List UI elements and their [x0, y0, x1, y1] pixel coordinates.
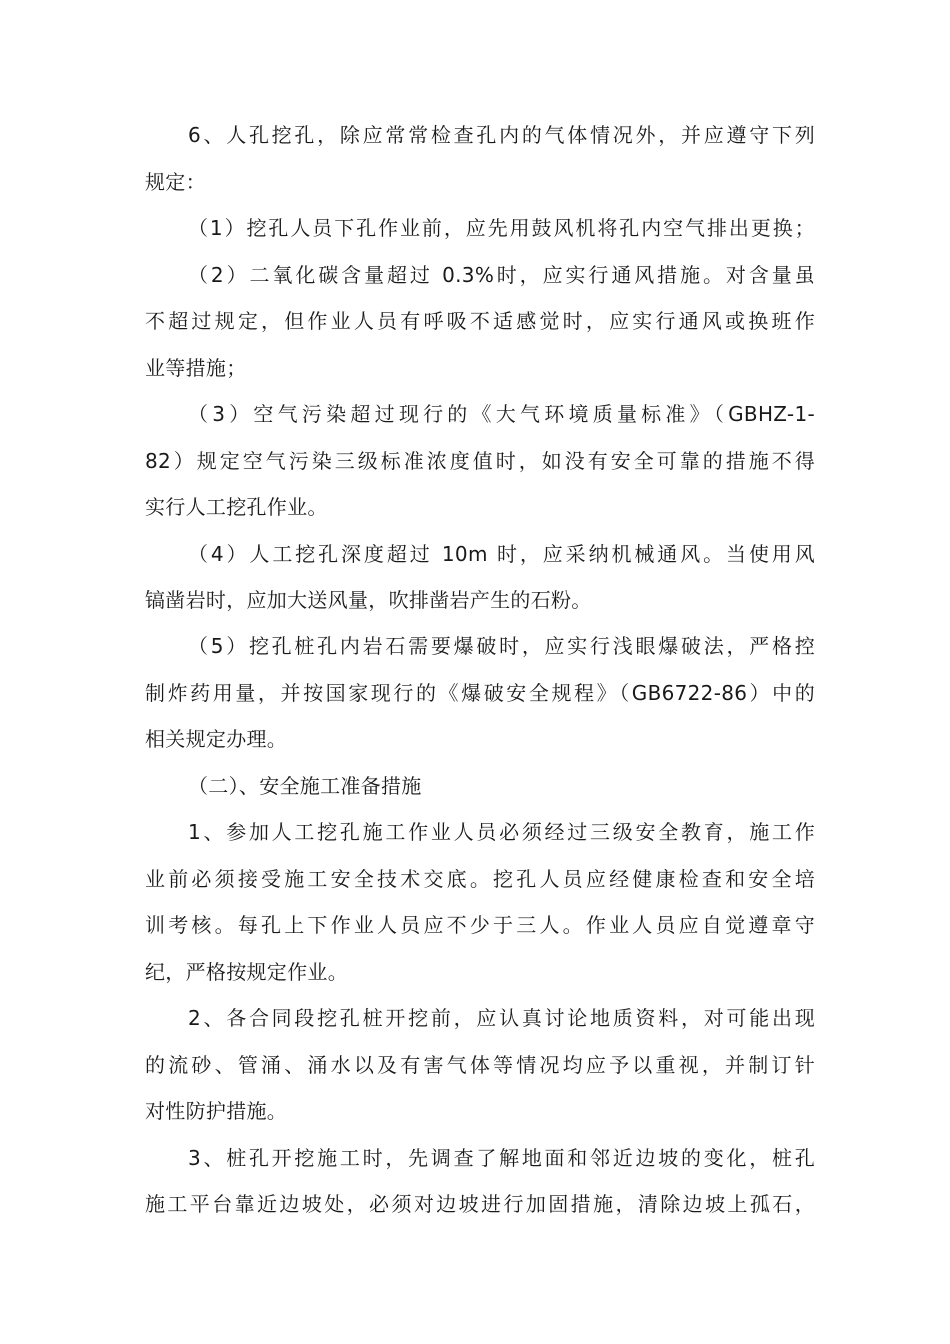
item-5-line-3: 相关规定办理。: [145, 727, 288, 751]
item-2-line-2: 不超过规定，但作业人员有呼吸不适感觉时，应实行通风或换班作: [145, 309, 815, 333]
item-4-line-1: （4）人工挖孔深度超过 10m 时，应采纳机械通风。当使用风: [188, 542, 815, 566]
item-5-line-2: 制炸药用量，并按国家现行的《爆破安全规程》（GB6722-86）中的: [145, 681, 815, 705]
item-3-line-2: 82）规定空气污染三级标准浓度值时，如没有安全可靠的措施不得: [145, 449, 815, 473]
item-3-line-1: （3）空气污染超过现行的《大气环境质量标准》（GBHZ-1-: [188, 402, 815, 426]
item-2-line-3: 业等措施；: [145, 356, 247, 380]
measure-1-line-2: 业前必须接受施工安全技术交底。挖孔人员应经健康检查和安全培: [145, 867, 815, 891]
paragraph-6-line-2: 规定：: [145, 170, 206, 194]
paragraph-6-line-1: 6、人孔挖孔，除应常常检查孔内的气体情况外，并应遵守下列: [188, 123, 815, 147]
section-heading: （二）、安全施工准备措施: [188, 774, 422, 798]
measure-1-line-3: 训考核。每孔上下作业人员应不少于三人。作业人员应自觉遵章守: [145, 913, 815, 937]
item-5-line-1: （5）挖孔桩孔内岩石需要爆破时，应实行浅眼爆破法，严格控: [188, 634, 815, 658]
measure-1-line-4: 纪，严格按规定作业。: [145, 960, 348, 984]
item-4-line-2: 镐凿岩时，应加大送风量，吹排凿岩产生的石粉。: [145, 588, 592, 612]
measure-3-line-2: 施工平台靠近边坡处，必须对边坡进行加固措施，清除边坡上孤石，: [145, 1192, 815, 1216]
item-3-line-3: 实行人工挖孔作业。: [145, 495, 328, 519]
measure-1-line-1: 1、参加人工挖孔施工作业人员必须经过三级安全教育，施工作: [188, 820, 815, 844]
item-1-line-1: （1）挖孔人员下孔作业前，应先用鼓风机将孔内空气排出更换；: [188, 216, 815, 240]
measure-2-line-3: 对性防护措施。: [145, 1099, 288, 1123]
measure-2-line-2: 的流砂、管涌、涌水以及有害气体等情况均应予以重视，并制订针: [145, 1053, 815, 1077]
measure-2-line-1: 2、各合同段挖孔桩开挖前，应认真讨论地质资料，对可能出现: [188, 1006, 815, 1030]
item-2-line-1: （2）二氧化碳含量超过 0.3%时，应实行通风措施。对含量虽: [188, 263, 815, 287]
measure-3-line-1: 3、桩孔开挖施工时，先调查了解地面和邻近边坡的变化，桩孔: [188, 1146, 815, 1170]
